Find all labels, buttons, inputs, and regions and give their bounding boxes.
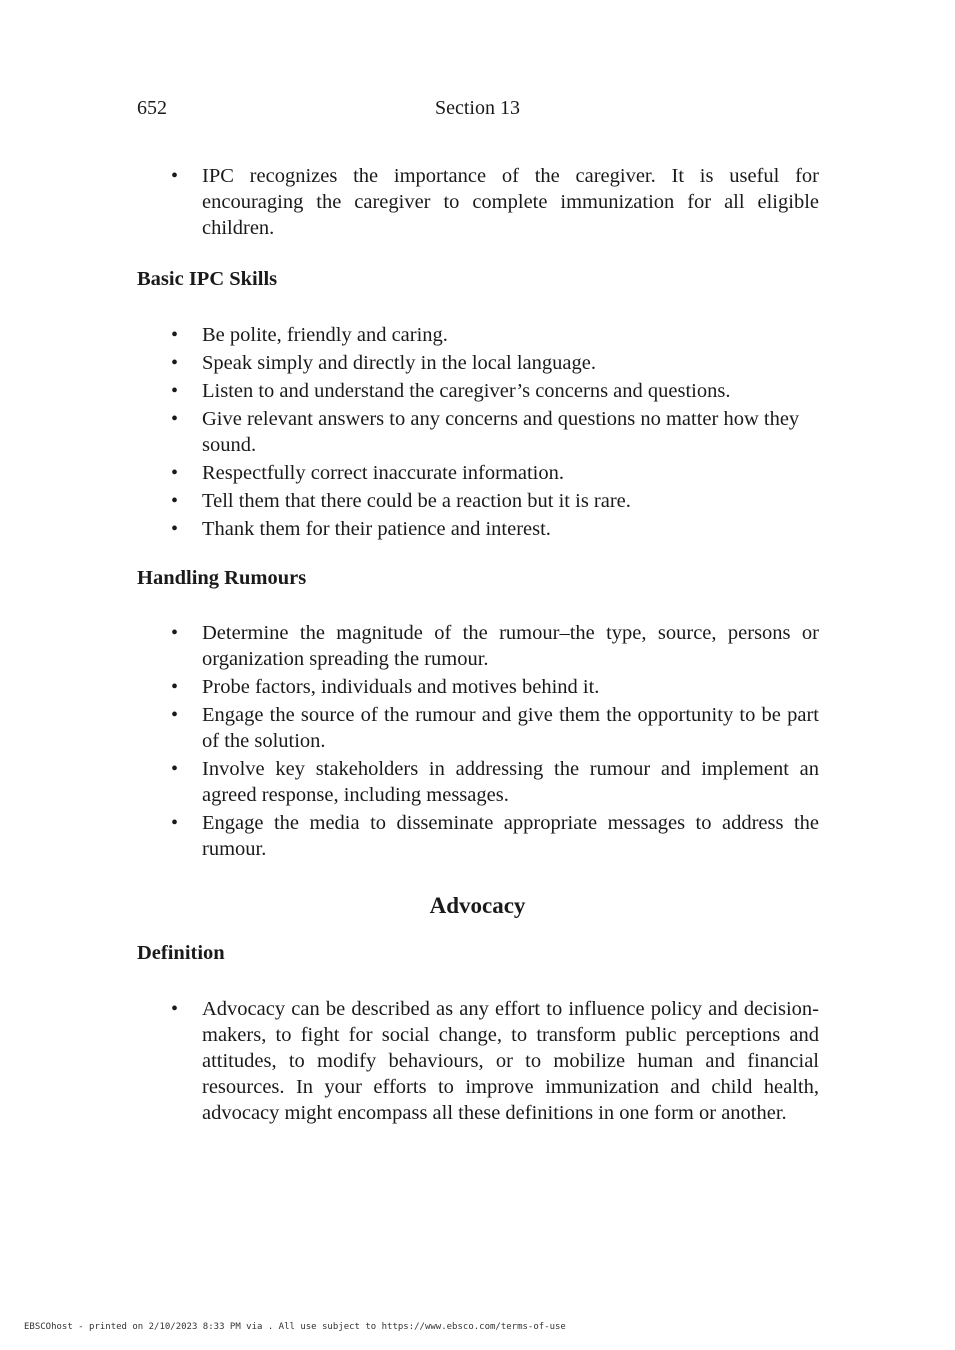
- section-heading-basic-ipc: Basic IPC Skills: [137, 268, 278, 290]
- section-heading-definition: Definition: [137, 942, 225, 964]
- bullet-icon: •: [171, 408, 179, 430]
- list-item: [137, 488, 819, 514]
- bullet-icon: •: [171, 998, 179, 1020]
- bullet-icon: •: [171, 380, 179, 402]
- bullet-icon: •: [171, 622, 179, 644]
- intro-list: [137, 163, 819, 241]
- list-item-text: Speak simply and directly in the local language.: [202, 352, 596, 374]
- basic-ipc-list: [137, 322, 819, 542]
- bullet-icon: •: [171, 352, 179, 374]
- list-item-text: Advocacy can be described as any effort to influence policy and decision-makers, to fight for social change, to transform public perceptions and attitudes, to modify behaviours, or to mobilize human and financial resources. In your efforts to improve immunization and child health, advocacy might encompass all these definitions in one form or another.: [202, 998, 819, 1124]
- definition-list: [137, 996, 819, 1126]
- list-item: [137, 702, 819, 754]
- bullet-icon: •: [171, 704, 179, 726]
- list-item: [137, 756, 819, 808]
- list-item: [137, 516, 819, 542]
- list-item: [137, 350, 819, 376]
- page-number: 652: [137, 97, 167, 119]
- bullet-icon: •: [171, 812, 179, 834]
- list-item-text: Determine the magnitude of the rumour–the type, source, persons or organization spreading the rumour.: [202, 622, 819, 670]
- list-item: [137, 460, 819, 486]
- list-item-text: IPC recognizes the importance of the caregiver. It is useful for encouraging the caregiver to complete immunization for all eligible children.: [202, 165, 819, 239]
- bullet-icon: •: [171, 758, 179, 780]
- list-item-text: Be polite, friendly and caring.: [202, 324, 448, 346]
- intro-section: [137, 163, 819, 243]
- list-item-text: Respectfully correct inaccurate information.: [202, 462, 565, 484]
- list-item: [137, 322, 819, 348]
- bullet-icon: •: [171, 518, 179, 540]
- list-item: [137, 163, 819, 241]
- list-item-text: Give relevant answers to any concerns and questions no matter how they sound.: [202, 408, 800, 456]
- list-item-text: Engage the source of the rumour and give them the opportunity to be part of the solution.: [202, 704, 819, 752]
- basic-ipc-section: [137, 322, 819, 544]
- list-item: [137, 810, 819, 862]
- list-item-text: Engage the media to disseminate appropriate messages to address the rumour.: [202, 812, 819, 860]
- list-item: [137, 378, 819, 404]
- print-footer: EBSCOhost - printed on 2/10/2023 8:33 PM via . All use subject to https://www.ebsco.com/terms-of-use: [24, 1322, 566, 1332]
- list-item-text: Listen to and understand the caregiver’s concerns and questions.: [202, 380, 731, 402]
- list-item: [137, 620, 819, 672]
- bullet-icon: •: [171, 324, 179, 346]
- bullet-icon: •: [171, 165, 179, 187]
- rumours-section: [137, 620, 819, 864]
- running-head: Section 13: [435, 97, 520, 119]
- list-item-text: Thank them for their patience and interest.: [202, 518, 551, 540]
- definition-section: [137, 996, 819, 1128]
- list-item-text: Probe factors, individuals and motives behind it.: [202, 676, 600, 698]
- bullet-icon: •: [171, 490, 179, 512]
- rumours-list: [137, 620, 819, 862]
- list-item: [137, 674, 819, 700]
- list-item-text: Tell them that there could be a reaction but it is rare.: [202, 490, 631, 512]
- section-heading-rumours: Handling Rumours: [137, 567, 307, 589]
- list-item: [137, 996, 819, 1126]
- list-item: [137, 406, 819, 458]
- list-item-text: Involve key stakeholders in addressing the rumour and implement an agreed response, including messages.: [202, 758, 819, 806]
- advocacy-title: Advocacy: [429, 893, 526, 918]
- bullet-icon: •: [171, 676, 179, 698]
- bullet-icon: •: [171, 462, 179, 484]
